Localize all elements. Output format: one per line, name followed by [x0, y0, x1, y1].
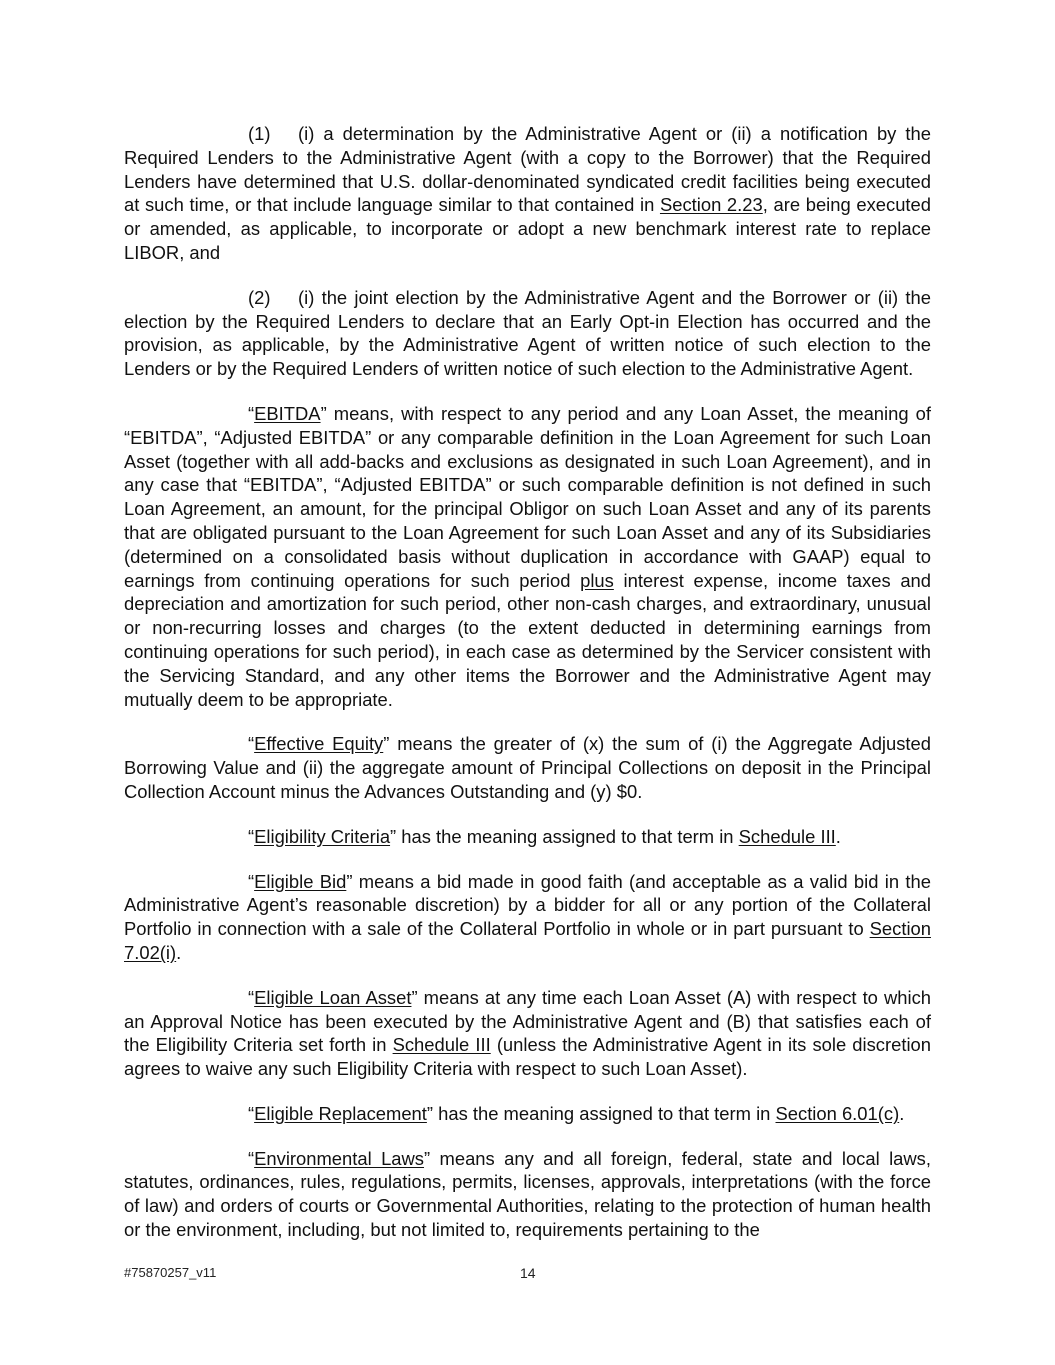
definition-ebitda: “EBITDA” means, with respect to any period and any Loan Asset, the meaning of “EBITDA”, “Adjusted EBITDA” or any comparable definition in the Loan Agreement for such Loan Asset (together with all add-backs and exclusions as designated in such Loan Agreement), and in any case that “EBITDA”, “Adjusted EBITDA” or such comparable definition is not defined in such Loan Agreement, an amount, for the principal Obligor on such Loan Asset and any of its parents that are obligated pursuant to the Loan Agreement for such Loan Asset and any of its Subsidiaries (determined on a consolidated basis without duplication in accordance with GAAP) equal to earnings from continuing operations for such period plus interest expense, income taxes and depreciation and amortization for such period, other non-cash charges, and extraordinary, unusual or non-recurring losses and charges (to the extent deducted in determining earnings from continuing operations for such period), in each case as determined by the Servicer consistent with the Servicing Standard, and any other items the Borrower and the Administrative Agent may mutually deem to be appropriate.	[124, 402, 931, 710]
definition-effective-equity: “Effective Equity” means the greater of (x) the sum of (i) the Aggregate Adjusted Borrowing Value and (ii) the aggregate amount of Principal Collections on deposit in the Principal Collection Account minus the Advances Outstanding and (y) $0.	[124, 733, 931, 802]
page-number: 14	[520, 1265, 536, 1281]
schedule-link: Schedule III	[738, 825, 836, 847]
defined-term: Eligible Loan Asset	[254, 986, 412, 1008]
defined-term: Eligible Bid	[254, 870, 347, 892]
defined-term: Effective Equity	[254, 733, 384, 755]
document-body	[124, 122, 931, 1263]
clause-number: (2)	[248, 286, 271, 308]
definition-environmental-laws: “Environmental Laws” means any and all foreign, federal, state and local laws, statutes, ordinances, rules, regulations, permits, licenses, approvals, interpretations (with the force of law) and orders of courts or Governmental Authorities, relating to the protection of human health or the environment, including, but not limited to, requirements pertaining to the	[124, 1147, 931, 1241]
defined-term: Eligible Replacement	[254, 1102, 427, 1124]
schedule-link: Schedule III	[392, 1034, 491, 1056]
document-id: #75870257_v11	[124, 1265, 217, 1280]
definition-eligibility-criteria: “Eligibility Criteria” has the meaning assigned to that term in Schedule III.	[248, 825, 841, 847]
section-link: Section 6.01(c)	[775, 1102, 900, 1124]
defined-term: Eligibility Criteria	[254, 825, 391, 847]
paragraph-1: (1) (i) a determination by the Administrative Agent or (ii) a notification by the Required Lenders to the Administrative Agent (with a copy to the Borrower) that the Required Lenders have determined that U.S. dollar-denominated syndicated credit facilities being executed at such time, or that include language similar to that contained in Section 2.23, are being executed or amended, as applicable, to incorporate or adopt a new benchmark interest rate to replace LIBOR, and	[124, 123, 931, 263]
clause-number: (1)	[248, 123, 271, 144]
emphasis-term: plus	[580, 569, 614, 591]
section-link: Section 7.02(i)	[124, 918, 931, 963]
definition-eligible-loan-asset: “Eligible Loan Asset” means at any time each Loan Asset (A) with respect to which an Approval Notice has been executed by the Administrative Agent and (B) that satisfies each of the Eligibility Criteria set forth in Schedule III (unless the Administrative Agent in its sole discretion agrees to waive any such Eligibility Criteria with respect to such Loan Asset).	[124, 986, 931, 1080]
defined-term: EBITDA	[254, 402, 321, 424]
section-link: Section 2.23	[659, 194, 763, 216]
defined-term: Environmental Laws	[254, 1147, 425, 1169]
definition-eligible-bid: “Eligible Bid” means a bid made in good faith (and acceptable as a valid bid in the Administrative Agent’s reasonable discretion) by a bidder for all or any portion of the Collateral Portfolio in connection with a sale of the Collateral Portfolio in whole or in part pursuant to Section 7.02(i).	[124, 870, 931, 963]
definition-eligible-replacement: “Eligible Replacement” has the meaning assigned to that term in Section 6.01(c).	[248, 1102, 905, 1124]
paragraph-2: (2) (i) the joint election by the Administrative Agent and the Borrower or (ii) the election by the Required Lenders to declare that an Early Opt-in Election has occurred and the provision, as applicable, by the Administrative Agent of written notice of such election to the Lenders or by the Required Lenders of written notice of such election to the Administrative Agent.	[124, 286, 931, 380]
